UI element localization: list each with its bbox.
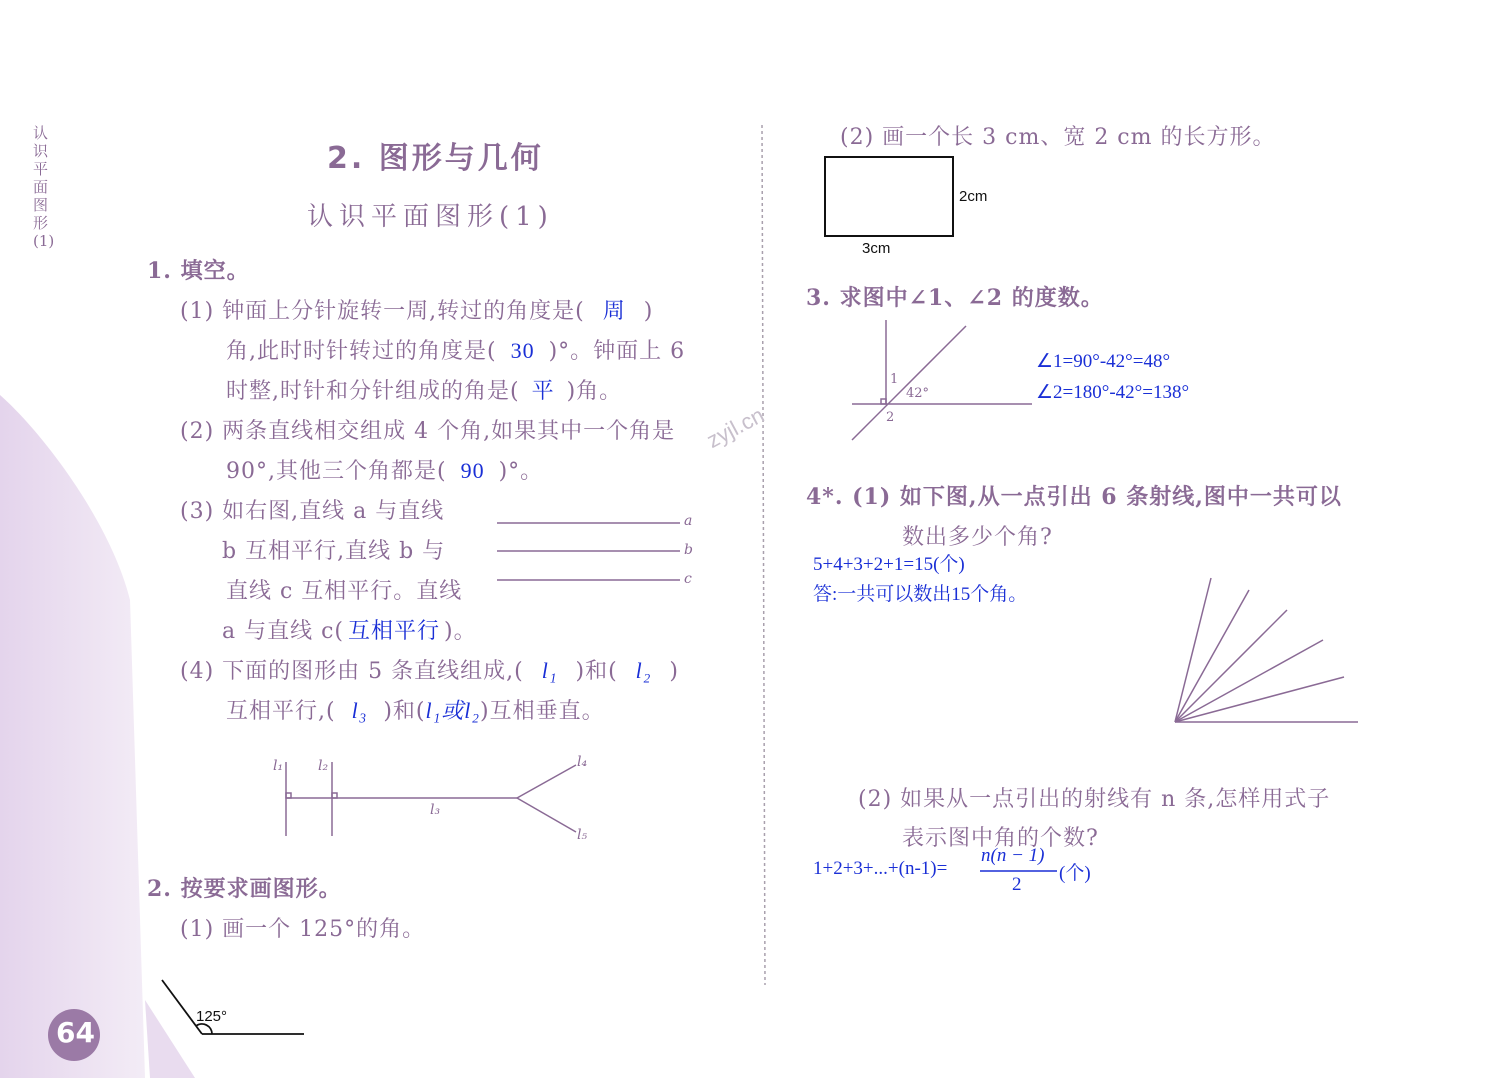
rect-width-label: 3cm xyxy=(862,240,891,257)
q1-p3-answer: 互相平行 xyxy=(348,618,441,643)
line-a-label: a xyxy=(684,513,693,529)
q1-p2-line1: (2) 两条直线相交组成 4 个角,如果其中一个角是 xyxy=(180,419,676,444)
q1-p4-text-a: (4) 下面的图形由 5 条直线组成,( xyxy=(180,659,524,684)
q1-p4-text-e: )和( xyxy=(383,699,426,724)
q1-p4-line1 xyxy=(180,654,679,685)
q1-p4-text-c: ) xyxy=(669,659,680,684)
q1-p4-answer4: l₁或l₂ xyxy=(425,698,481,723)
q1-p4-answer2: l₂ xyxy=(635,658,652,683)
section-title: 2. 图形与几何 xyxy=(327,141,544,176)
q1-p1-text-c: 角,此时时针转过的角度是( xyxy=(226,339,497,364)
q1-p1-line3 xyxy=(226,374,622,405)
q1-p1-answer1: 周 xyxy=(602,298,626,323)
q1-p3-text-e: )。 xyxy=(444,619,477,644)
q1-p1-text-f: )角。 xyxy=(566,379,623,404)
page-number: 64 xyxy=(56,1016,95,1049)
side-label: 认识平面图形(1) xyxy=(33,124,55,250)
fig-label-l4: l₄ xyxy=(577,754,588,770)
fig-label-l5: l₅ xyxy=(577,827,588,843)
formula-left: 1+2+3+...+(n-1)= xyxy=(813,858,948,879)
q1-p3-line3: 直线 c 互相平行。直线 xyxy=(226,579,463,604)
q4-heading-line1: 4*. (1) 如下图,从一点引出 6 条射线,图中一共可以 xyxy=(806,484,1342,510)
q2-p1: (1) 画一个 125°的角。 xyxy=(180,917,426,942)
angle-1-label: 1 xyxy=(890,372,899,387)
line-c-label: c xyxy=(684,571,692,587)
q1-heading: 1. 填空。 xyxy=(147,258,250,284)
q4-calc: 5+4+3+2+1=15(个) xyxy=(813,554,965,575)
rect-height-label: 2cm xyxy=(959,188,988,205)
q1-p2-text-b: 90°,其他三个角都是( xyxy=(226,459,447,484)
q1-p2-text-c: )°。 xyxy=(498,459,544,484)
fig-label-l2: l₂ xyxy=(318,758,329,774)
fig-label-l1: l₁ xyxy=(273,758,284,774)
q1-p4-text-b: )和( xyxy=(575,659,618,684)
lesson-title: 认识平面图形(1) xyxy=(307,202,554,232)
watermark: zyjl.cn xyxy=(702,402,769,453)
q1-p1-text-a: (1) 钟面上分针旋转一周,转过的角度是( xyxy=(180,299,585,324)
q3-answer-1: ∠1=90°-42°=48° xyxy=(1036,351,1171,372)
q1-p1-text-b: ) xyxy=(643,299,654,324)
q4-answer: 答:一共可以数出15个角。 xyxy=(813,584,1028,605)
rectangle-3x2 xyxy=(825,157,953,236)
q1-p4-text-f: )互相垂直。 xyxy=(480,699,605,724)
q1-p4-text-d: 互相平行,( xyxy=(226,699,336,724)
six-rays-figure xyxy=(1175,578,1358,722)
angle-2-label: 2 xyxy=(886,410,895,425)
q1-p2-answer: 90 xyxy=(460,458,485,483)
q3-answer-2: ∠2=180°-42°=138° xyxy=(1036,382,1190,403)
q1-p3-line4 xyxy=(222,614,477,645)
q1-p1-line1 xyxy=(180,294,653,325)
angle-125-drawing xyxy=(162,980,304,1034)
center-divider xyxy=(762,125,765,985)
decorative-band-bottom xyxy=(145,1000,195,1078)
q1-p1-text-e: 时整,时针和分针组成的角是( xyxy=(226,379,520,404)
q1-p3-text-d: a 与直线 c( xyxy=(222,619,345,644)
q1-p1-answer2: 30 xyxy=(510,338,535,363)
q1-p2-line2 xyxy=(226,454,543,485)
q1-p4-line2 xyxy=(226,694,605,725)
q4-p2-line2: 表示图中角的个数? xyxy=(902,826,1099,851)
formula-denominator: 2 xyxy=(1012,874,1022,895)
q3-heading: 3. 求图中∠1、∠2 的度数。 xyxy=(806,285,1104,311)
q1-p4-answer3: l₃ xyxy=(351,698,368,723)
five-lines-figure xyxy=(286,762,576,836)
angle-given-label: 42° xyxy=(906,386,930,401)
formula-numerator: n(n − 1) xyxy=(981,845,1045,866)
decorative-band xyxy=(0,395,145,1078)
q2-heading: 2. 按要求画图形。 xyxy=(147,876,342,902)
formula-unit: (个) xyxy=(1059,863,1091,884)
angle-figure xyxy=(852,320,1032,440)
line-b-label: b xyxy=(684,542,693,558)
q1-p3-line1: (3) 如右图,直线 a 与直线 xyxy=(180,499,445,524)
q1-p4-answer1: l₁ xyxy=(541,658,558,683)
q1-p1-answer3: 平 xyxy=(531,378,555,403)
q1-p1-text-d: )°。钟面上 6 xyxy=(548,339,686,364)
q4-heading-line2: 数出多少个角? xyxy=(902,525,1053,550)
q2-p2: (2) 画一个长 3 cm、宽 2 cm 的长方形。 xyxy=(840,125,1276,150)
q1-p1-line2 xyxy=(226,334,685,365)
fig-label-l3: l₃ xyxy=(430,802,441,818)
q1-p3-line2: b 互相平行,直线 b 与 xyxy=(222,539,446,564)
q4-p2-line1: (2) 如果从一点引出的射线有 n 条,怎样用式子 xyxy=(858,787,1331,812)
angle-125-label: 125° xyxy=(196,1008,228,1025)
